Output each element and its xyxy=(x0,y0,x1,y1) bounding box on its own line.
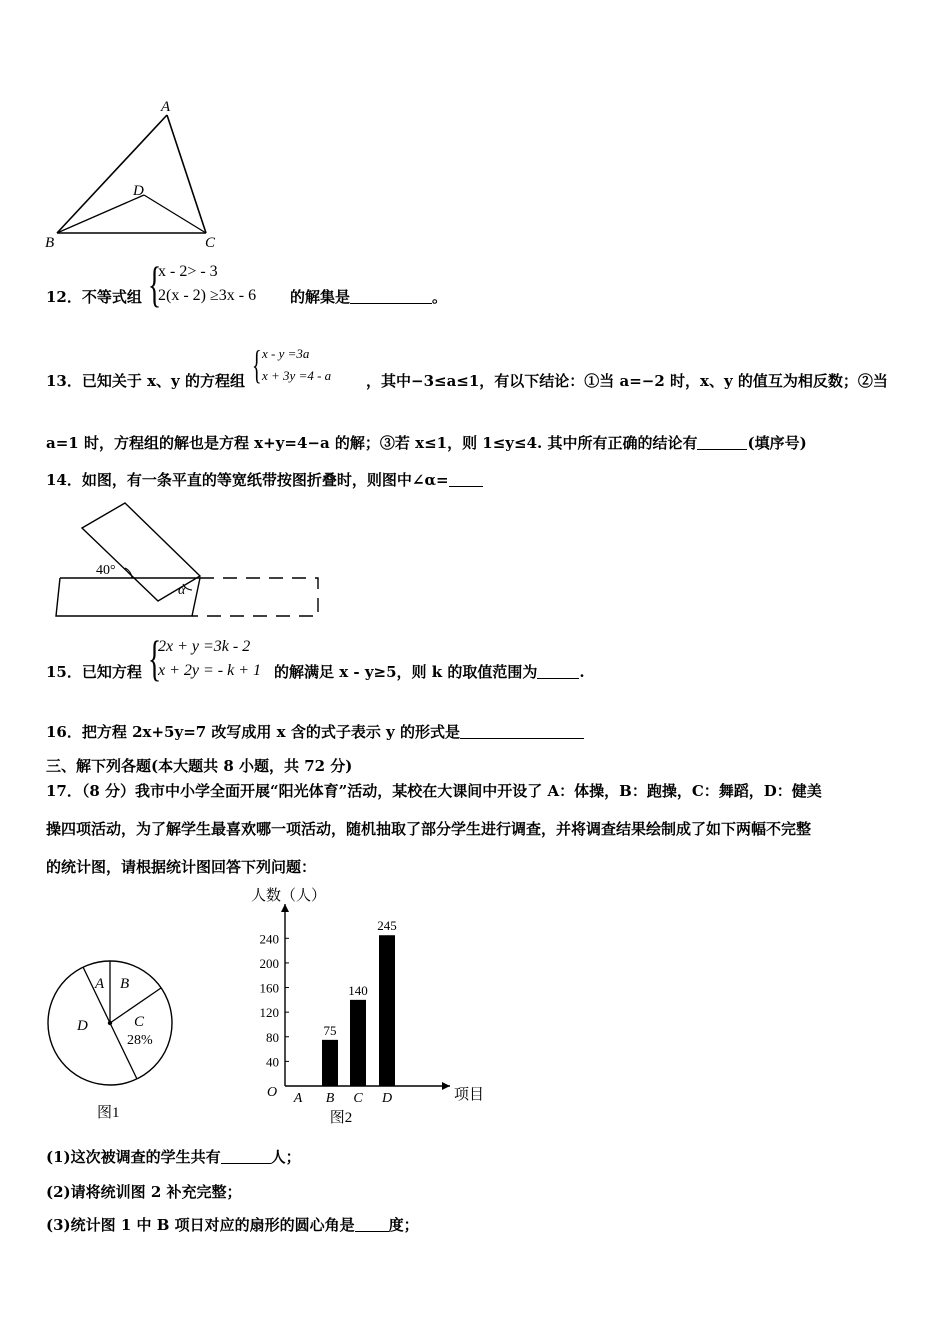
q13-system xyxy=(262,344,331,386)
x-tick-label: B xyxy=(325,1091,335,1106)
section3-title: 三、解下列各题(本大题共 8 小题，共 72 分) xyxy=(46,757,353,775)
q12-line2: 2(x - 2) ≥3x - 6 xyxy=(158,287,257,304)
q16 xyxy=(46,721,584,742)
q13-number: 13． xyxy=(46,372,82,390)
q17-line1-text: （8 分）我市中小学全面开展“阳光体育”活动，某校在大课间中开设了 A：体操，B：跑操，C：舞蹈，D：健美 xyxy=(81,782,822,800)
pie-chart-figure xyxy=(40,950,180,1130)
q13-line-b-start: a=1 时，方程组的解也是方程 x+y=4−a 的解；③若 x≤1，则 1≤y≤4. 其中所有正确的结论有 xyxy=(46,434,698,452)
x-tick-label: C xyxy=(353,1091,363,1106)
q17-line3: 的统计图，请根据统计图回答下列问题： xyxy=(46,858,317,876)
folded-strip-figure xyxy=(50,498,330,628)
x-tick-label: D xyxy=(381,1091,393,1106)
triangle-segment-bd xyxy=(57,195,144,233)
q17-sub3-blank[interactable] xyxy=(355,1217,389,1232)
q15-answer-blank[interactable] xyxy=(537,664,579,679)
q17-sub1-blank[interactable] xyxy=(221,1149,271,1164)
q17-sub2: (2)请将统训图 2 补充完整； xyxy=(46,1183,242,1201)
x-axis-title: 项目 xyxy=(454,1087,485,1103)
q13-brace: { xyxy=(252,342,262,387)
q13-line2: x + 3y =4 - a xyxy=(262,368,332,383)
q16-answer-blank[interactable] xyxy=(460,724,584,739)
triangle-side-ab xyxy=(57,115,167,233)
y-tick-label: 240 xyxy=(259,931,279,947)
bar-value-label: 140 xyxy=(348,982,368,998)
pie-label-b: B xyxy=(120,976,130,992)
bar-d xyxy=(379,935,395,1086)
y-axis-arrow xyxy=(281,904,289,912)
q12-suffix: 的解集是 xyxy=(290,288,351,306)
origin-label: O xyxy=(267,1085,278,1100)
triangle-label-a: A xyxy=(161,99,171,115)
q16-text: 把方程 2x+5y=7 改写成用 x 含的式子表示 y 的形式是 xyxy=(81,723,460,741)
pie-label-c-percent: 28% xyxy=(127,1033,153,1048)
q17-sub1-prefix: (1)这次被调查的学生共有 xyxy=(46,1148,221,1166)
q16-number: 16． xyxy=(46,723,82,741)
q17-sub3 xyxy=(46,1214,419,1235)
q17-line2: 操四项活动，为了解学生最喜欢哪一项活动，随机抽取了部分学生进行调查，并将调查结果绘制成了如下两幅不完整 xyxy=(46,820,812,838)
q14 xyxy=(46,469,483,490)
q15-brace: { xyxy=(148,630,162,686)
q13-line-b xyxy=(46,432,807,453)
q13-line1: x - y =3a xyxy=(262,346,310,361)
q13-prefix: 已知关于 x、y 的方程组 xyxy=(81,372,245,390)
pie-caption: 图1 xyxy=(97,1105,120,1121)
q15-line2: x + 2y = - k + 1 xyxy=(158,662,262,679)
y-tick-label: 200 xyxy=(259,955,279,971)
pie-radius-cd xyxy=(110,1023,137,1079)
q12 xyxy=(46,286,142,307)
q12-answer-blank[interactable] xyxy=(350,289,432,304)
q12-line1: x - 2> - 3 xyxy=(158,263,218,280)
q14-text: 如图，有一条平直的等宽纸带按图折叠时，则图中∠α= xyxy=(81,471,449,489)
q13 xyxy=(46,370,245,391)
pie-label-d: D xyxy=(77,1018,88,1034)
triangle-label-b: B xyxy=(45,235,55,251)
bar-c xyxy=(350,1000,366,1086)
q17-sub3-prefix: (3)统计图 1 中 B 项日对应的扇形的圆心角是 xyxy=(46,1216,355,1234)
q17-number: 17． xyxy=(46,782,82,800)
q12-brace: { xyxy=(148,256,162,312)
q15-line1: 2x + y =3k - 2 xyxy=(158,638,251,655)
pie-label-a: A xyxy=(95,976,105,992)
pie-center xyxy=(108,1021,112,1025)
triangle-label-c: C xyxy=(205,235,216,251)
q12-tail xyxy=(290,286,447,307)
y-axis-title: 人数（人） xyxy=(251,888,327,904)
q13-answer-blank[interactable] xyxy=(697,435,747,450)
y-tick-label: 80 xyxy=(266,1029,279,1045)
q12-system xyxy=(158,262,256,306)
bar-value-label: 75 xyxy=(323,1022,337,1038)
q15-prefix: 已知方程 xyxy=(81,663,142,681)
q17-sub3-suffix: 度； xyxy=(388,1216,419,1234)
y-tick-label: 160 xyxy=(259,980,279,996)
q15-middle: 的解满足 x - y≥5，则 k 的取值范围为 xyxy=(274,663,538,681)
y-tick-label: 120 xyxy=(259,1005,279,1021)
angle-label-alpha: α xyxy=(178,583,186,598)
q12-end: 。 xyxy=(432,288,448,306)
bar-chart-caption: 图2 xyxy=(329,1110,353,1126)
q12-number: 12． xyxy=(46,288,82,306)
q13-middle: ，其中−3≤a≤1，有以下结论：①当 a=−2 时，x、y 的值互为相反数；②当 xyxy=(366,372,888,390)
q15-tail xyxy=(274,661,585,682)
triangle-label-d: D xyxy=(133,183,144,199)
q15-system xyxy=(158,637,261,681)
q15-number: 15． xyxy=(46,663,82,681)
triangle-segment-dc xyxy=(144,195,206,233)
triangle-figure xyxy=(40,95,230,255)
y-tick-label: 40 xyxy=(266,1054,279,1070)
bar-chart-figure xyxy=(245,886,505,1136)
q12-prefix: 不等式组 xyxy=(81,288,142,306)
angle-label-40: 40° xyxy=(96,563,116,578)
q17-line1 xyxy=(46,780,822,801)
q15 xyxy=(46,661,142,682)
q14-number: 14． xyxy=(46,471,82,489)
x-axis-arrow xyxy=(442,1082,450,1090)
x-tick-label: A xyxy=(293,1091,303,1106)
q17-sub1 xyxy=(46,1146,301,1167)
triangle-side-ac xyxy=(167,115,206,233)
q14-answer-blank[interactable] xyxy=(449,472,483,487)
bar-value-label: 245 xyxy=(377,918,397,934)
q15-end: . xyxy=(579,663,585,681)
q13-line-b-end: (填序号) xyxy=(747,434,807,452)
pie-label-c: C xyxy=(134,1014,145,1030)
bar-b xyxy=(322,1040,338,1086)
strip-dashed-part xyxy=(192,578,318,616)
q17-sub1-suffix: 人； xyxy=(270,1148,301,1166)
